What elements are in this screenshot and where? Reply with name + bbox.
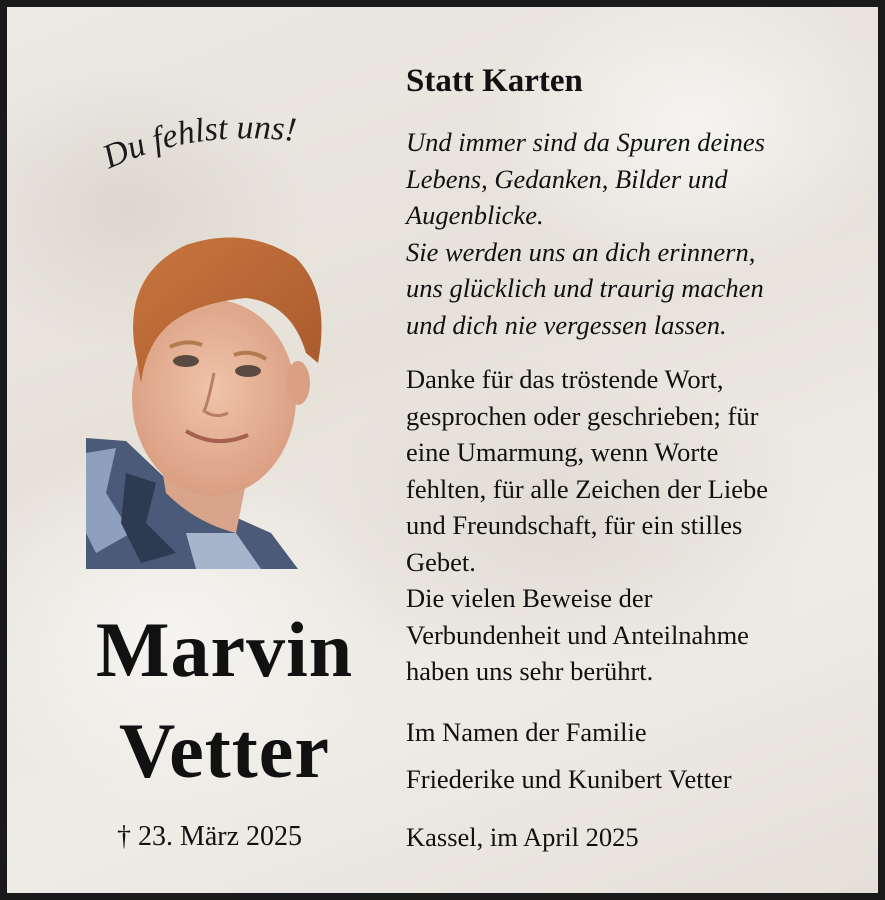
poem-line: uns glücklich und traurig machen (406, 273, 764, 303)
thanks-line: und Freundschaft, für ein stilles (406, 510, 743, 540)
death-date: † 23. März 2025 (116, 821, 303, 852)
family-names: Friederike und Kunibert Vetter (406, 764, 732, 794)
poem-line: Augenblicke. (406, 200, 544, 230)
motto-text: Du fehlst uns! (97, 109, 299, 177)
thanks-line: fehlten, für alle Zeichen der Liebe (406, 473, 768, 504)
poem-line: Und immer sind da Spuren deines (406, 127, 765, 157)
last-name: Vetter (119, 707, 330, 794)
poem-line: Sie werden uns an dich erinnern, (406, 236, 756, 267)
thanks-line: eine Umarmung, wenn Worte (406, 437, 719, 467)
thanks-line: Danke für das tröstende Wort, (406, 364, 724, 394)
thanks-line: Die vielen Beweise der (406, 583, 653, 613)
first-name: Marvin (95, 606, 354, 693)
thanks-line: gesprochen oder geschrieben; für (406, 400, 759, 431)
thanks-line: Verbundenheit und Anteilnahme (406, 619, 749, 650)
poem (406, 124, 846, 343)
family-intro: Im Namen der Familie (406, 717, 647, 747)
portrait-photo (86, 233, 330, 569)
poem-line: Lebens, Gedanken, Bilder und (406, 163, 728, 194)
poem-line: und dich nie vergessen lassen. (406, 309, 727, 340)
svg-text:Du fehlst uns! (96, 109, 298, 176)
thanks-line: Gebet. (406, 546, 476, 577)
thanks-text (406, 361, 851, 690)
place-date: Kassel, im April 2025 (406, 822, 639, 852)
motto (87, 107, 387, 187)
thanks-line: haben uns sehr berührt. (406, 656, 654, 686)
heading: Statt Karten (406, 63, 583, 99)
